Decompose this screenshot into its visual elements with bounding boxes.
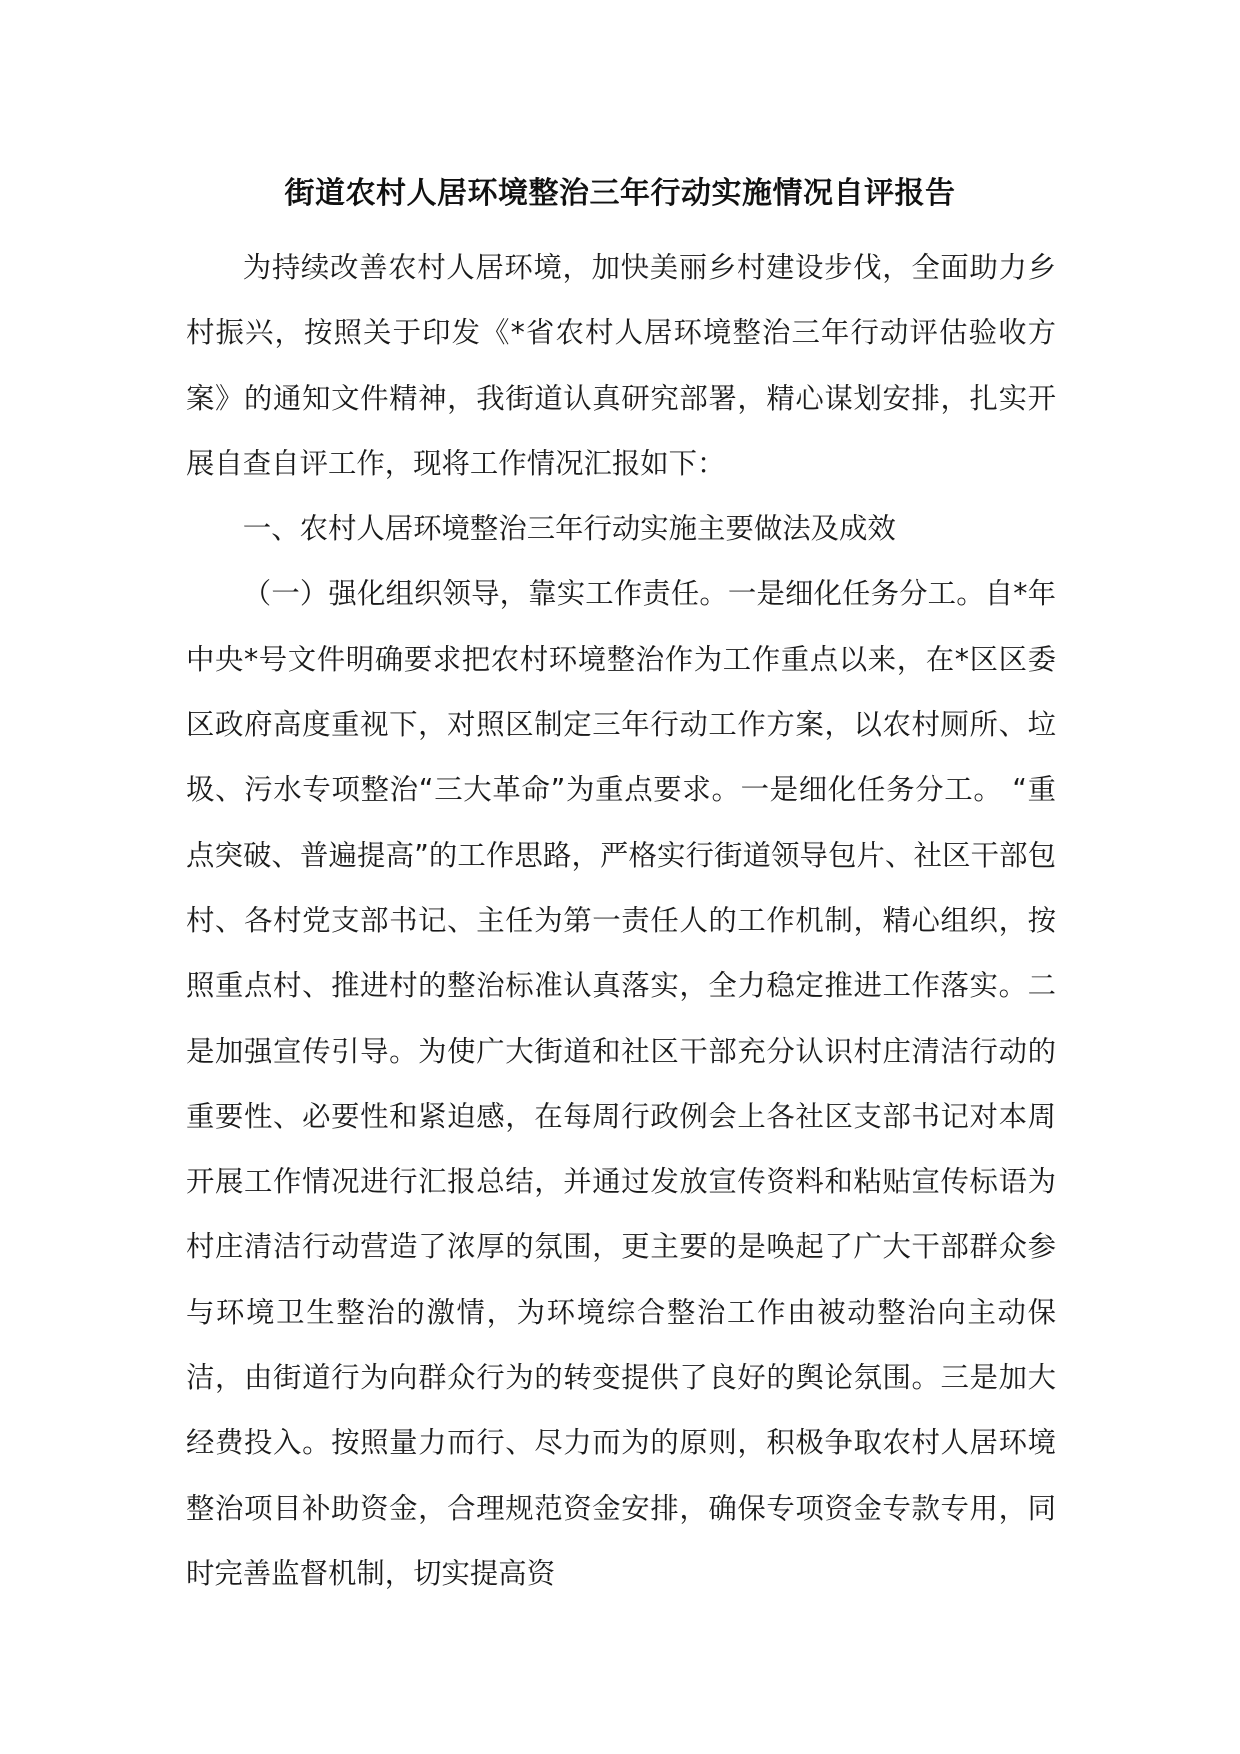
body-paragraph: （一）强化组织领导，靠实工作责任。一是细化任务分工。自*年中央*号文件明确要求把农村环境整治作为工作重点以来，在*区区委区政府高度重视下，对照区制定三年行动工作方案，以农村厕所、垃圾、污水专项整治“三大革命”为重点要求。一是细化任务分工。 “重点突破、普遍提高”的工作思路，严格实行街道领导包片、社区干部包村、各村党支部书记、主任为第一责任人的工作机制，精心组织，按照重点村、推进村的整治标准认真落实，全力稳定推进工作落实。二是加强宣传引导。为使广大街道和社区干部充分认识村庄清洁行动的重要性、必要性和紧迫感，在每周行政例会上各社区支部书记对本周开展工作情况进行汇报总结，并通过发放宣传资料和粘贴宣传标语为村庄清洁行动营造了浓厚的氛围，更主要的是唤起了广大干部群众参与环境卫生整治的激情，为环境综合整治工作由被动整治向主动保洁，由街道行为向群众行为的转变提供了良好的舆论氛围。三是加大经费投入。按照量力而行、尽力而为的原则，积极争取农村人居环境整治项目补助资金，合理规范资金安排，确保专项资金专款专用，同时完善监督机制，切实提高资 (186, 577, 1056, 1590)
document-title: 街道农村人居环境整治三年行动实施情况自评报告 (284, 176, 956, 211)
intro-paragraph: 为持续改善农村人居环境，加快美丽乡村建设步伐，全面助力乡村振兴，按照关于印发《*省农村人居环境整治三年行动评估验收方案》的通知文件精神，我街道认真研究部署，精心谋划安排，扎实开展自查自评工作，现将工作情况汇报如下： (186, 251, 1056, 480)
document-body (186, 235, 1056, 1606)
section-heading: 一、农村人居环境整治三年行动实施主要做法及成效 (242, 512, 896, 546)
